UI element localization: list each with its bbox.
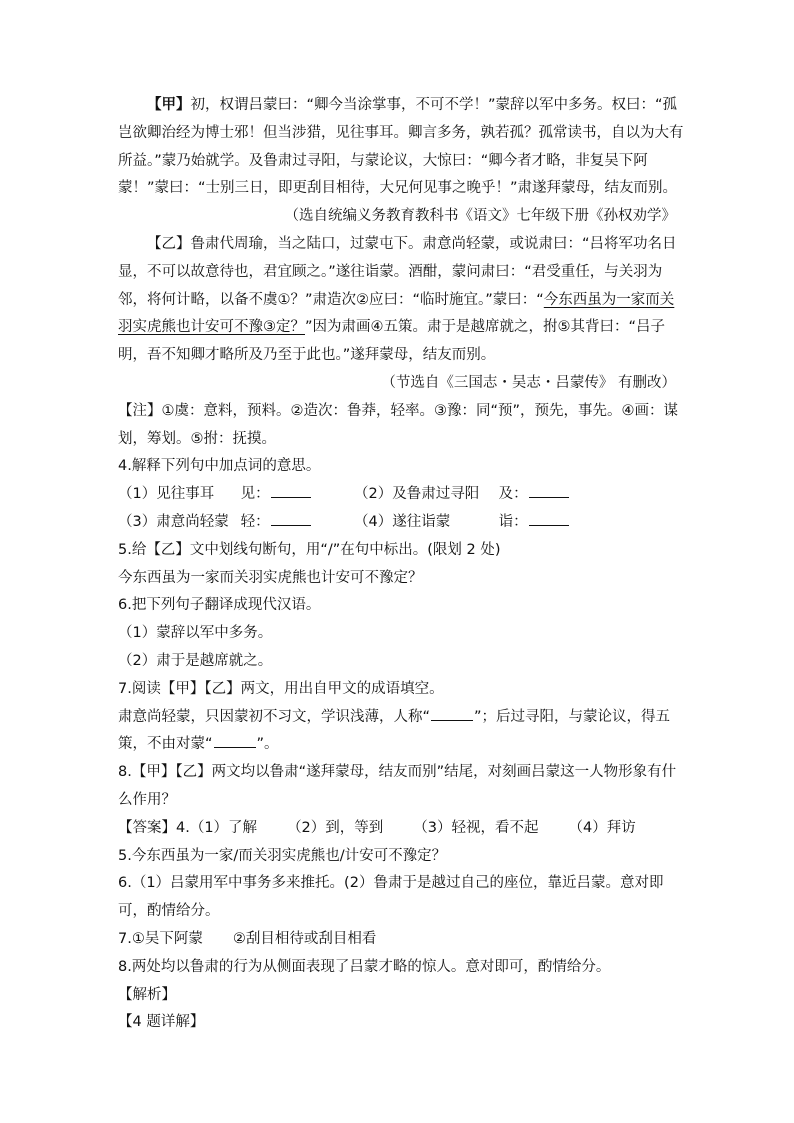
answer-blank[interactable]	[214, 733, 256, 748]
passage-yi-source: （节选自《三国志・吴志・吕蒙传》 有删改）	[381, 374, 676, 391]
answer-4: 【答案】4.（1）了解 （2）到，等到 （3）轻视，看不起 （4）拜访	[118, 819, 636, 836]
answer-7: 7.①吴下阿蒙 ②刮目相待或刮目相看	[118, 930, 377, 947]
question-6-item-1: （1）蒙辞以军中多务。	[118, 625, 273, 642]
answer-blank[interactable]	[529, 511, 569, 526]
question-4-row-1	[118, 481, 684, 509]
passage-yi-text-before: 鲁肃代周瑜，当之陆口，过蒙屯下。肃意尚轻蒙，或说肃曰：“吕将军功名日显，不可以故意待也，君宜顾之。”遂往诣蒙。酒酣，蒙问肃曰：“君受重任，与关羽为邻，将何计略，以备不虞①？”肃造次②应曰：“临时施宜。”蒙曰：“	[118, 235, 677, 308]
question-6-title: 6.把下列句子翻译成现代汉语。	[118, 597, 321, 614]
question-7-body: 肃意尚轻蒙，只因蒙初不习文，学识浅薄，人称“ ”；后过寻阳，与蒙论议，得五策，不由对蒙“ ”。	[118, 704, 684, 760]
question-4-row-2	[118, 509, 684, 537]
question-4-item: （1）见往事耳 见：	[118, 481, 354, 509]
passage-yi-label: 【乙】	[147, 235, 191, 252]
question-4-item: （4）遂往诣蒙 诣：	[354, 509, 570, 537]
passage-jia-text: 初，权谓吕蒙曰：“卿今当涂掌事，不可不学！”蒙辞以军中多务。权曰：“孤岂欲卿治经为博士邪！但当涉猎，见往事耳。卿言多务，孰若孤？孤常读书，自以为大有所益。”蒙乃始就学。及鲁肃过寻阳，与蒙论议，大惊曰：“卿今者才略，非复吴下阿蒙！”蒙曰：“士别三日，即更刮目相待，大兄何见事之晚乎！”肃遂拜蒙母，结友而别。	[118, 97, 684, 197]
notes: 【注】①虞：意料，预料。②造次：鲁莽，轻率。③豫：同“预”，预先，事先。④画：谋划，筹划。⑤拊：抚摸。	[118, 402, 679, 447]
passage-jia	[118, 92, 684, 203]
answer-label: 【答案】	[118, 819, 176, 836]
answer-6: 6.（1）吕蒙用军中事务多来推托。(2）鲁肃于是越过自己的座位，靠近吕蒙。意对即可，酌情给分。	[118, 875, 664, 920]
question-4-item: （3）肃意尚轻蒙 轻：	[118, 509, 354, 537]
question-4-detail-heading: 【4 题详解】	[118, 1014, 205, 1031]
answer-blank[interactable]	[529, 483, 569, 498]
passage-jia-source: （选自统编义务教育教科书《语文》七年级下册《孙权劝学》	[284, 208, 676, 225]
document-page	[118, 92, 684, 1037]
answer-8: 8.两处均以鲁肃的行为从侧面表现了吕蒙才略的惊人。意对即可，酌情给分。	[118, 958, 611, 975]
answer-blank[interactable]	[431, 706, 473, 721]
passage-yi-text-after: ”因为肃画④五策。肃于是越席就之，拊⑤其背曰：“吕子明，吾不知卿才略所及乃至于此也。”遂拜蒙母，结友而别。	[118, 319, 666, 364]
question-6-item-2: （2）肃于是越席就之。	[118, 652, 273, 669]
passage-yi	[118, 231, 684, 370]
answer-5: 5.今东西虽为一家/而关羽实虎熊也/计安可不豫定？	[118, 847, 447, 864]
question-4-item: （2）及鲁肃过寻阳 及：	[354, 481, 570, 509]
question-8-title: 8.【甲】【乙】两文均以鲁肃“遂拜蒙母，结友而别”结尾，对刻画吕蒙这一人物形象有什么作用？	[118, 764, 677, 808]
question-5-sentence: 今东西虽为一家而关羽实虎熊也计安可不豫定？	[118, 569, 423, 586]
question-4-title: 4.解释下列句中加点词的意思。	[118, 458, 321, 475]
question-7-title: 7.阅读【甲】【乙】两文，用出自甲文的成语填空。	[118, 680, 444, 697]
passage-jia-label: 【甲】	[147, 97, 191, 113]
question-5-title: 5.给【乙】文中划线句断句，用“/”在句中标出。(限划 2 处)	[118, 541, 501, 558]
answer-blank[interactable]	[271, 511, 311, 526]
analysis-heading: 【解析】	[118, 986, 176, 1003]
passage-yi-underlined-sentence: 今东西虽为一家而关羽实虎熊也计安可不豫③定？	[118, 291, 675, 336]
answer-blank[interactable]	[271, 483, 311, 498]
